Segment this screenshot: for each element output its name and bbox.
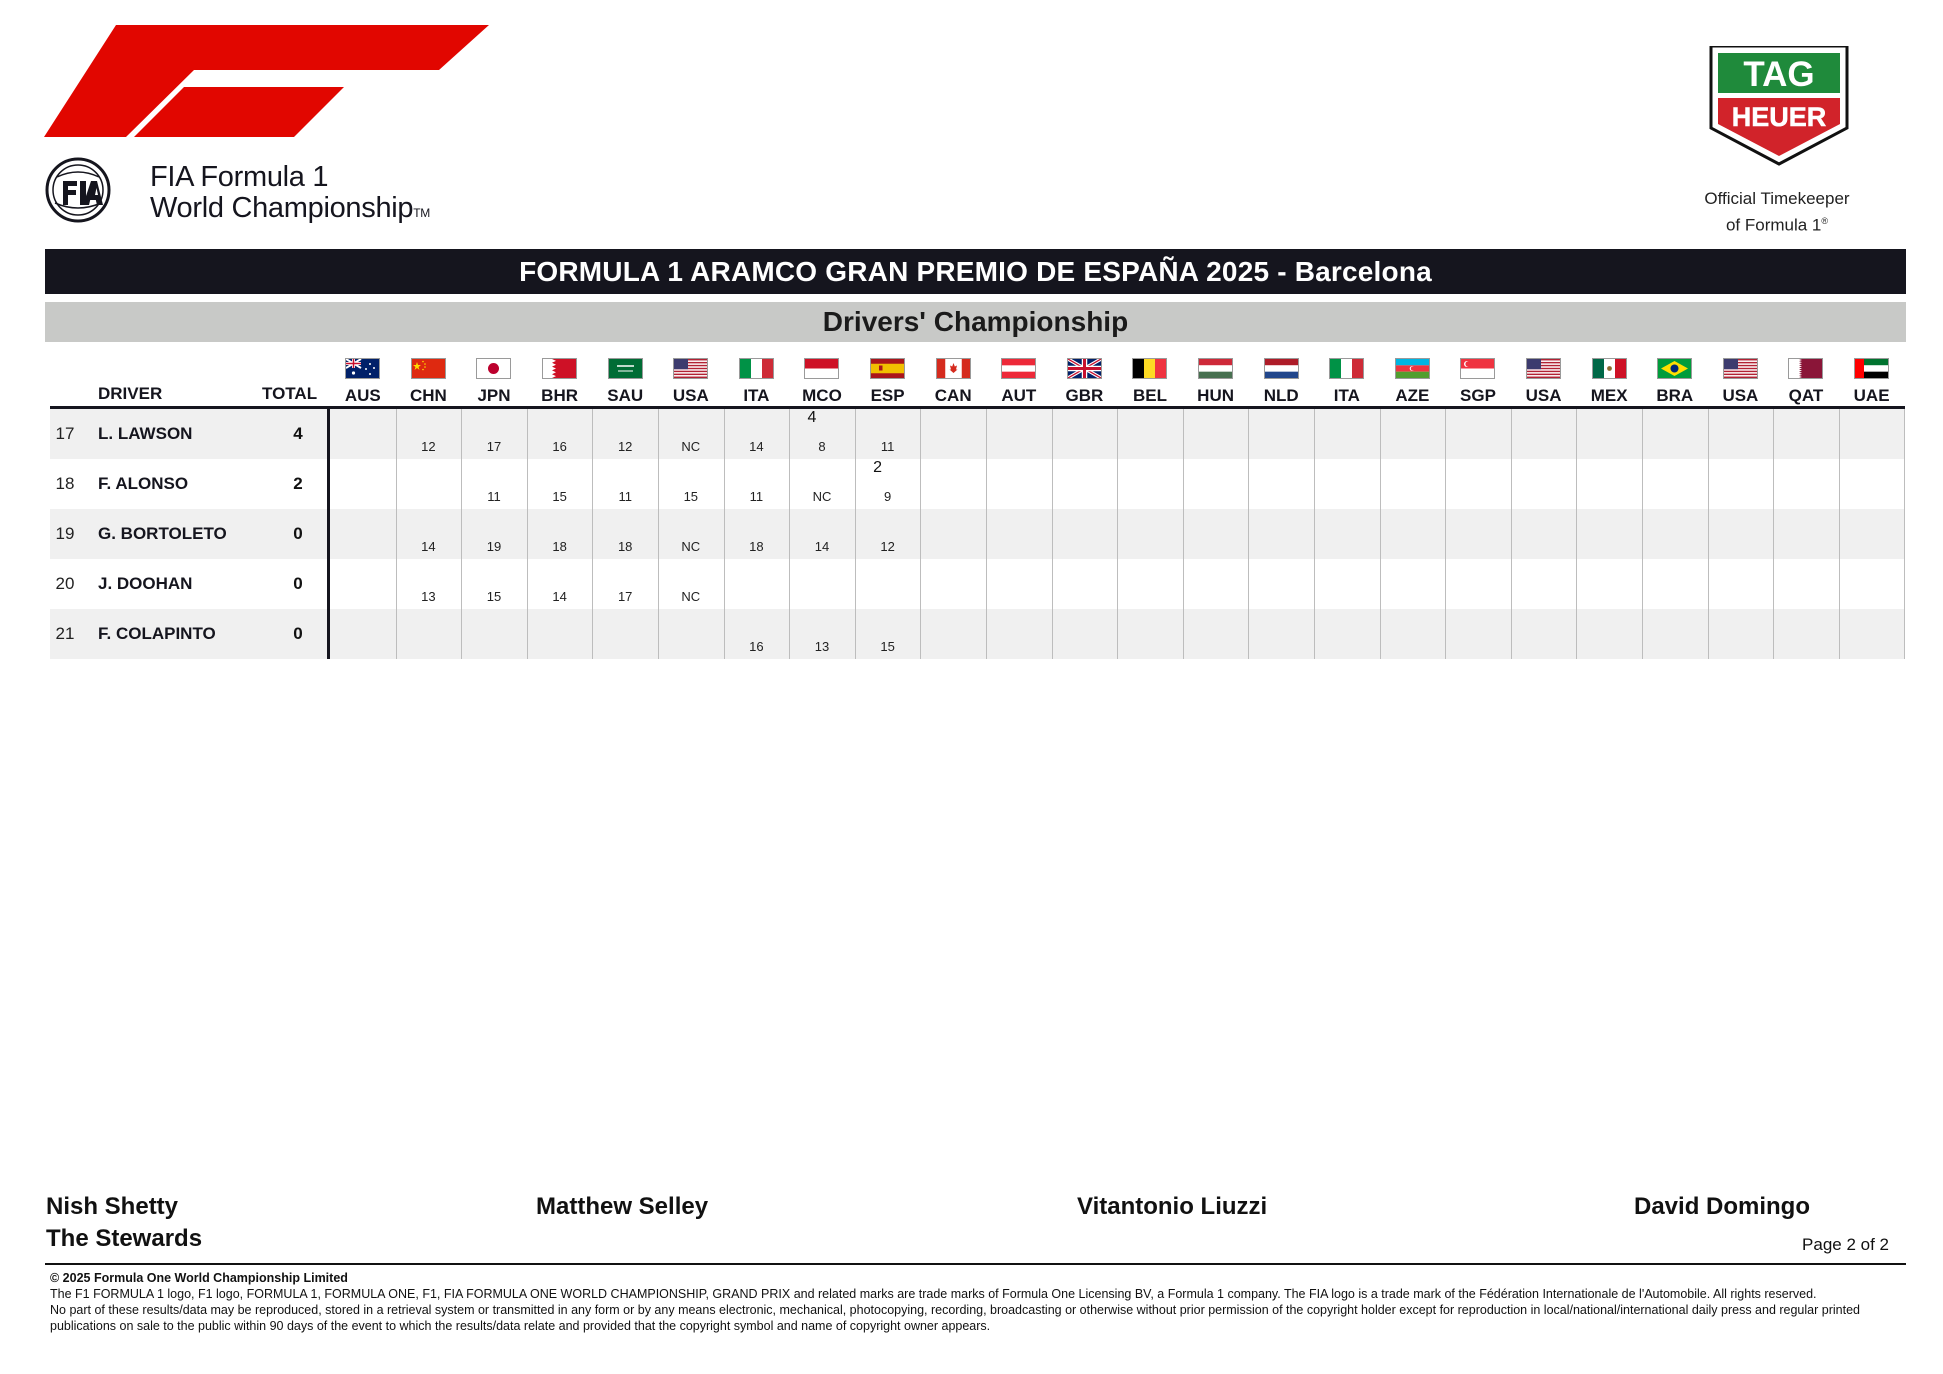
column-divider [789, 409, 790, 659]
copyright-title: © 2025 Formula One World Championship Limited [50, 1271, 348, 1285]
race-result-cell [658, 559, 724, 609]
italy-flag [1329, 358, 1364, 379]
race-column-header [789, 358, 855, 406]
race-column-header [1773, 358, 1839, 406]
column-divider [1708, 409, 1709, 659]
race-column-header [1052, 358, 1118, 406]
race-finish-position: NC [681, 539, 701, 554]
race-finish-position: 12 [421, 439, 436, 454]
saudi-flag [608, 358, 643, 379]
race-result-cell [396, 459, 462, 509]
race-code: MCO [802, 386, 842, 405]
column-divider [1183, 409, 1184, 659]
uae-flag [1854, 358, 1889, 379]
column-divider [1642, 409, 1643, 659]
monaco-flag [804, 358, 839, 379]
race-code: ITA [1333, 386, 1360, 405]
singapore-flag [1460, 358, 1495, 379]
race-code: AZE [1395, 386, 1430, 405]
column-divider [986, 409, 987, 659]
race-result-cell [724, 459, 790, 509]
driver-name-cell: F. COLAPINTO [98, 624, 216, 643]
race-result-cell [592, 459, 658, 509]
race-column-header [1576, 358, 1642, 406]
column-divider [527, 409, 528, 659]
race-result-cell [330, 459, 396, 509]
timekeeper-line2 [1652, 210, 1902, 237]
race-result-cell [396, 609, 462, 659]
race-code: MEX [1590, 386, 1628, 405]
netherlands-flag [1264, 358, 1299, 379]
race-column-header [1708, 358, 1774, 406]
copyright-notice [50, 1270, 1890, 1334]
column-divider [855, 409, 856, 659]
race-column-header [986, 358, 1052, 406]
page-number: Page 2 of 2 [1802, 1235, 1889, 1254]
race-finish-position: 16 [749, 639, 764, 654]
race-result-cell [461, 559, 527, 609]
column-divider [1117, 409, 1118, 659]
race-finish-position: 18 [749, 539, 764, 554]
column-divider [658, 409, 659, 659]
position-cell: 21 [55, 624, 75, 643]
bahrain-flag [542, 358, 577, 379]
race-result-cell [855, 459, 921, 509]
race-result-cell [658, 509, 724, 559]
race-result-cell [592, 559, 658, 609]
race-result-cell [658, 409, 724, 459]
f1-logo [44, 25, 489, 137]
fia-title-line2 [150, 193, 430, 229]
race-finish-position: 15 [486, 589, 502, 604]
race-finish-position: 19 [486, 539, 502, 554]
race-points: 2 [873, 459, 883, 476]
column-divider [1052, 409, 1053, 659]
race-finish-position: 9 [883, 489, 892, 504]
race-column-header [396, 358, 462, 406]
race-result-cell [855, 409, 921, 459]
fia-title-line2-text: World Championship [150, 192, 414, 224]
race-finish-position: 11 [880, 439, 895, 454]
race-result-cell [330, 559, 396, 609]
race-code: GBR [1065, 386, 1104, 405]
race-code: BEL [1132, 386, 1167, 405]
driver-name-cell: L. LAWSON [98, 424, 193, 443]
drivers-championship-title: Drivers' Championship [45, 302, 1906, 342]
usa-flag [673, 358, 708, 379]
race-result-cell [527, 609, 593, 659]
race-code: NLD [1263, 386, 1299, 405]
column-divider [1380, 409, 1381, 659]
race-column-header [1183, 358, 1249, 406]
race-result-cell [855, 509, 921, 559]
total-column-divider [327, 409, 330, 659]
race-result-cell [855, 609, 921, 659]
total-points-cell: 0 [293, 574, 303, 593]
race-result-cell [527, 509, 593, 559]
steward-name: Matthew Selley [536, 1193, 709, 1220]
china-flag [411, 358, 446, 379]
total-column-header: TOTAL [262, 384, 318, 403]
race-finish-position: 13 [814, 639, 830, 654]
usa-flag [1723, 358, 1758, 379]
race-result-cell [789, 409, 855, 459]
race-finish-position: 15 [880, 639, 895, 654]
race-column-header [1445, 358, 1511, 406]
timekeeper-line1: Official Timekeeper [1704, 189, 1850, 208]
race-result-cell [789, 559, 855, 609]
column-divider [1773, 409, 1774, 659]
column-divider [1904, 409, 1905, 659]
position-cell: 19 [55, 524, 75, 543]
qatar-flag [1788, 358, 1823, 379]
race-result-cell [330, 609, 396, 659]
race-code: JPN [477, 386, 511, 405]
column-divider [1511, 409, 1512, 659]
race-column-header [592, 358, 658, 406]
race-result-cell [461, 409, 527, 459]
race-result-cell [724, 509, 790, 559]
race-result-cell [592, 509, 658, 559]
race-result-cell [527, 459, 593, 509]
race-result-cell [396, 409, 462, 459]
total-points-cell: 4 [293, 424, 303, 443]
race-column-header [527, 358, 593, 406]
race-finish-position: 14 [552, 589, 567, 604]
race-finish-position: NC [812, 489, 832, 504]
race-code: ITA [743, 386, 770, 405]
race-code: CHN [409, 386, 447, 405]
column-divider [1445, 409, 1446, 659]
race-column-header [724, 358, 790, 406]
race-column-header [658, 358, 724, 406]
race-finish-position: 14 [421, 539, 436, 554]
race-result-cell [461, 609, 527, 659]
race-code: SAU [607, 386, 644, 405]
race-code: UAE [1853, 386, 1890, 405]
race-result-cell [658, 459, 724, 509]
driver-column-header: DRIVER [98, 384, 163, 403]
race-finish-position: 17 [486, 439, 502, 454]
race-column-header [330, 358, 396, 406]
steward-name: Vitantonio Liuzzi [1077, 1193, 1268, 1220]
hungary-flag [1198, 358, 1233, 379]
race-result-cell [592, 409, 658, 459]
table-header [50, 350, 1905, 405]
mexico-flag [1592, 358, 1627, 379]
fia-championship-title [150, 162, 430, 229]
fia-logo-icon [45, 157, 111, 223]
column-divider [1839, 409, 1840, 659]
race-finish-position: 15 [552, 489, 567, 504]
race-finish-position: 11 [487, 489, 501, 504]
race-finish-position: 12 [880, 539, 895, 554]
austria-flag [1001, 358, 1036, 379]
column-divider [396, 409, 397, 659]
stewards-label: The Stewards [46, 1225, 203, 1252]
belgium-flag [1132, 358, 1167, 379]
race-column-header [855, 358, 921, 406]
race-finish-position: NC [681, 439, 701, 454]
azerbaijan-flag [1395, 358, 1430, 379]
driver-name-cell: F. ALONSO [98, 474, 189, 493]
race-result-cell [527, 409, 593, 459]
brazil-flag [1657, 358, 1692, 379]
copyright-reproduction-text: No part of these results/data may be reproduced, stored in a retrieval system or transmitted in any form or by any means electronic, mechanical, photocopying, recording, broadcasting or otherwise without prior permission of the copyright holder except for reproduction in local/national/international daily press and regular printed publications on sale to the public within 90 days of the event to which the results/data relate and provided that the copyright symbol and name of copyright owner appears. [50, 1303, 1860, 1333]
race-code: HUN [1197, 386, 1235, 405]
event-title-banner: FORMULA 1 ARAMCO GRAN PREMIO DE ESPAÑA 2025 - Barcelona [45, 249, 1906, 294]
race-result-cell [789, 509, 855, 559]
footer-divider [45, 1263, 1906, 1265]
race-result-cell [855, 559, 921, 609]
heuer-text: HEUER [1731, 102, 1827, 132]
race-result-cell [461, 459, 527, 509]
race-result-cell [396, 559, 462, 609]
timekeeper-line2-text: of Formula 1 [1725, 215, 1822, 235]
race-finish-position: 18 [617, 539, 633, 554]
race-column-header [461, 358, 527, 406]
race-column-header [1642, 358, 1708, 406]
italy-flag [739, 358, 774, 379]
australia-flag [345, 358, 380, 379]
race-result-cell [461, 509, 527, 559]
race-result-cell [330, 409, 396, 459]
race-code: USA [1525, 386, 1562, 405]
race-finish-position: 16 [552, 439, 567, 454]
race-result-cell [724, 559, 790, 609]
column-divider [920, 409, 921, 659]
total-points-cell: 0 [293, 624, 303, 643]
race-column-header [1314, 358, 1380, 406]
total-points-cell: 2 [293, 474, 303, 493]
race-finish-position: 14 [749, 439, 764, 454]
steward-name: David Domingo [1634, 1193, 1811, 1220]
race-code: AUS [344, 386, 381, 405]
canada-flag [936, 358, 971, 379]
race-code: USA [672, 386, 709, 405]
race-finish-position: 18 [552, 539, 567, 554]
race-code: AUT [1001, 386, 1037, 405]
race-code: ESP [870, 386, 905, 405]
race-code: SGP [1460, 386, 1496, 405]
race-result-cell [330, 509, 396, 559]
race-finish-position: 11 [749, 489, 764, 504]
official-timekeeper-caption [1652, 188, 1902, 237]
copyright-trademark-text: The F1 FORMULA 1 logo, F1 logo, FORMULA 1, FORMULA ONE, F1, FIA FORMULA ONE WORLD CHAMPIONSHIP, GRAND PRIX and related marks are trade marks of Formula One Licensing BV, a Formula 1 company. The FIA logo is a trade mark of the Fédération Internationale de l'Automobile. All rights reserved. [50, 1287, 1817, 1301]
race-column-header [920, 358, 986, 406]
position-cell: 20 [55, 574, 75, 593]
race-result-cell [658, 609, 724, 659]
fia-title-line1: FIA Formula 1 [150, 161, 329, 193]
race-result-cell [789, 609, 855, 659]
column-divider [724, 409, 725, 659]
race-column-header [1839, 358, 1905, 406]
column-divider [592, 409, 593, 659]
race-column-header [1380, 358, 1446, 406]
race-result-cell [527, 559, 593, 609]
column-divider [1248, 409, 1249, 659]
race-column-header [1511, 358, 1577, 406]
column-divider [461, 409, 462, 659]
race-finish-position: 13 [421, 589, 436, 604]
race-finish-position: NC [681, 589, 701, 604]
race-code: BRA [1656, 386, 1694, 405]
race-finish-position: 17 [617, 589, 633, 604]
driver-name-cell: J. DOOHAN [98, 574, 193, 593]
total-points-cell: 0 [293, 524, 303, 543]
tag-heuer-logo [1709, 46, 1849, 166]
race-code: QAT [1788, 386, 1824, 405]
japan-flag [476, 358, 511, 379]
race-points: 4 [807, 409, 817, 426]
uk-flag [1067, 358, 1102, 379]
race-column-header [1117, 358, 1183, 406]
race-finish-position: 15 [683, 489, 699, 504]
race-result-cell [724, 609, 790, 659]
race-finish-position: 12 [617, 439, 633, 454]
race-code: CAN [934, 386, 972, 405]
race-result-cell [396, 509, 462, 559]
race-finish-position: 14 [814, 539, 830, 554]
race-column-header [1248, 358, 1314, 406]
registered-mark: ® [1821, 216, 1829, 226]
race-result-cell [592, 609, 658, 659]
race-finish-position: 11 [618, 489, 632, 504]
race-code: USA [1722, 386, 1759, 405]
usa-flag [1526, 358, 1561, 379]
column-divider [1576, 409, 1577, 659]
steward-name: Nish Shetty [46, 1193, 179, 1220]
position-cell: 18 [55, 474, 75, 493]
position-cell: 17 [55, 424, 75, 443]
driver-name-cell: G. BORTOLETO [98, 524, 227, 543]
tag-text: TAG [1743, 55, 1815, 94]
race-finish-position: 8 [818, 439, 826, 454]
trademark-mark: TM [413, 206, 430, 220]
column-divider [1314, 409, 1315, 659]
spain-flag [870, 358, 905, 379]
race-code: BHR [541, 386, 579, 405]
